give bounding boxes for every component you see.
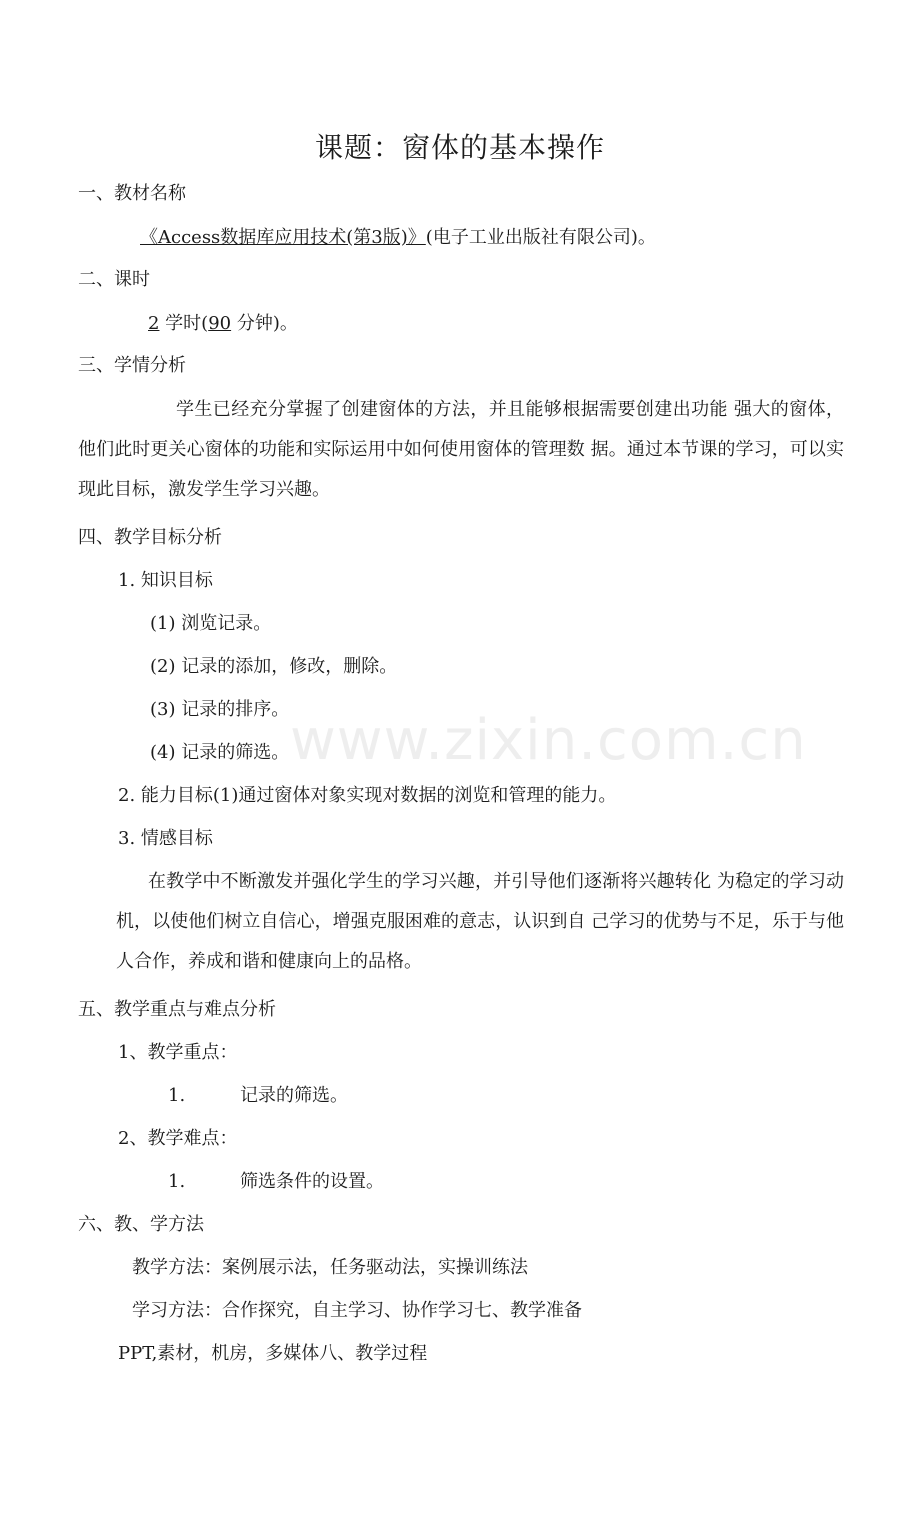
objective-ability: 2. 能力目标(1)通过窗体对象实现对数据的浏览和管理的能力。	[118, 785, 617, 806]
difficulty-text: 筛选条件的设置。	[240, 1171, 384, 1192]
section-2-heading: 二、课时	[78, 269, 150, 290]
objective-emotion: 3. 情感目标	[118, 828, 213, 849]
hours-label: 学时(	[159, 313, 209, 334]
key-point-text: 记录的筛选。	[240, 1085, 348, 1106]
difficulty-label: 2、教学难点：	[118, 1128, 238, 1149]
emotion-paragraph: 在教学中不断激发并强化学生的学习兴趣，并引导他们逐渐将兴趣转化 为稳定的学习动机，以使他们树立自信心，增强克服困难的意志，认识到自 己学习的优势与不足，乐于与他人合作，养成和谐和健康向上的品格。	[116, 871, 844, 972]
objective-knowledge: 1. 知识目标	[118, 570, 213, 591]
teaching-preparation: PPT,素材，机房，多媒体八、教学过程	[118, 1343, 428, 1364]
section-1-heading: 一、教材名称	[78, 183, 186, 204]
teaching-methods: 教学方法：案例展示法，任务驱动法，实操训练法	[132, 1257, 528, 1278]
textbook-publisher: (电子工业出版社有限公司)。	[425, 227, 656, 248]
section-6-heading: 六、教、学方法	[78, 1214, 204, 1235]
hours-number: 2	[148, 313, 160, 334]
section-4-heading: 四、教学目标分析	[78, 527, 222, 548]
section-5-heading: 五、教学重点与难点分析	[78, 999, 276, 1020]
knowledge-item: (3) 记录的排序。	[150, 699, 290, 720]
knowledge-item: (2) 记录的添加，修改，删除。	[150, 656, 398, 677]
knowledge-item: (1) 浏览记录。	[150, 613, 272, 634]
class-hours-line	[148, 312, 298, 336]
section-3-heading: 三、学情分析	[78, 355, 186, 376]
student-analysis-paragraph: 学生已经充分掌握了创建窗体的方法，并且能够根据需要创建出功能 强大的窗体，他们此时更关心窗体的功能和实际运用中如何使用窗体的管理数 据。通过本节课的学习，可以实现此目标，激发学生学习兴趣。	[78, 399, 844, 500]
knowledge-item: (4) 记录的筛选。	[150, 742, 290, 763]
learning-methods: 学习方法：合作探究，自主学习、协作学习七、教学准备	[132, 1300, 582, 1321]
minutes-number: 90	[208, 313, 232, 334]
page-title: 课题：窗体的基本操作	[314, 131, 605, 164]
minutes-label: 分钟)。	[231, 313, 298, 334]
textbook-line	[140, 226, 656, 250]
watermark: www.zixin.com.cn	[290, 708, 807, 773]
key-point-number: 1.	[168, 1085, 186, 1106]
textbook-title: 《Access数据库应用技术(第3版)》	[140, 227, 426, 248]
difficulty-number: 1.	[168, 1171, 186, 1192]
key-point-label: 1、教学重点：	[118, 1042, 238, 1063]
